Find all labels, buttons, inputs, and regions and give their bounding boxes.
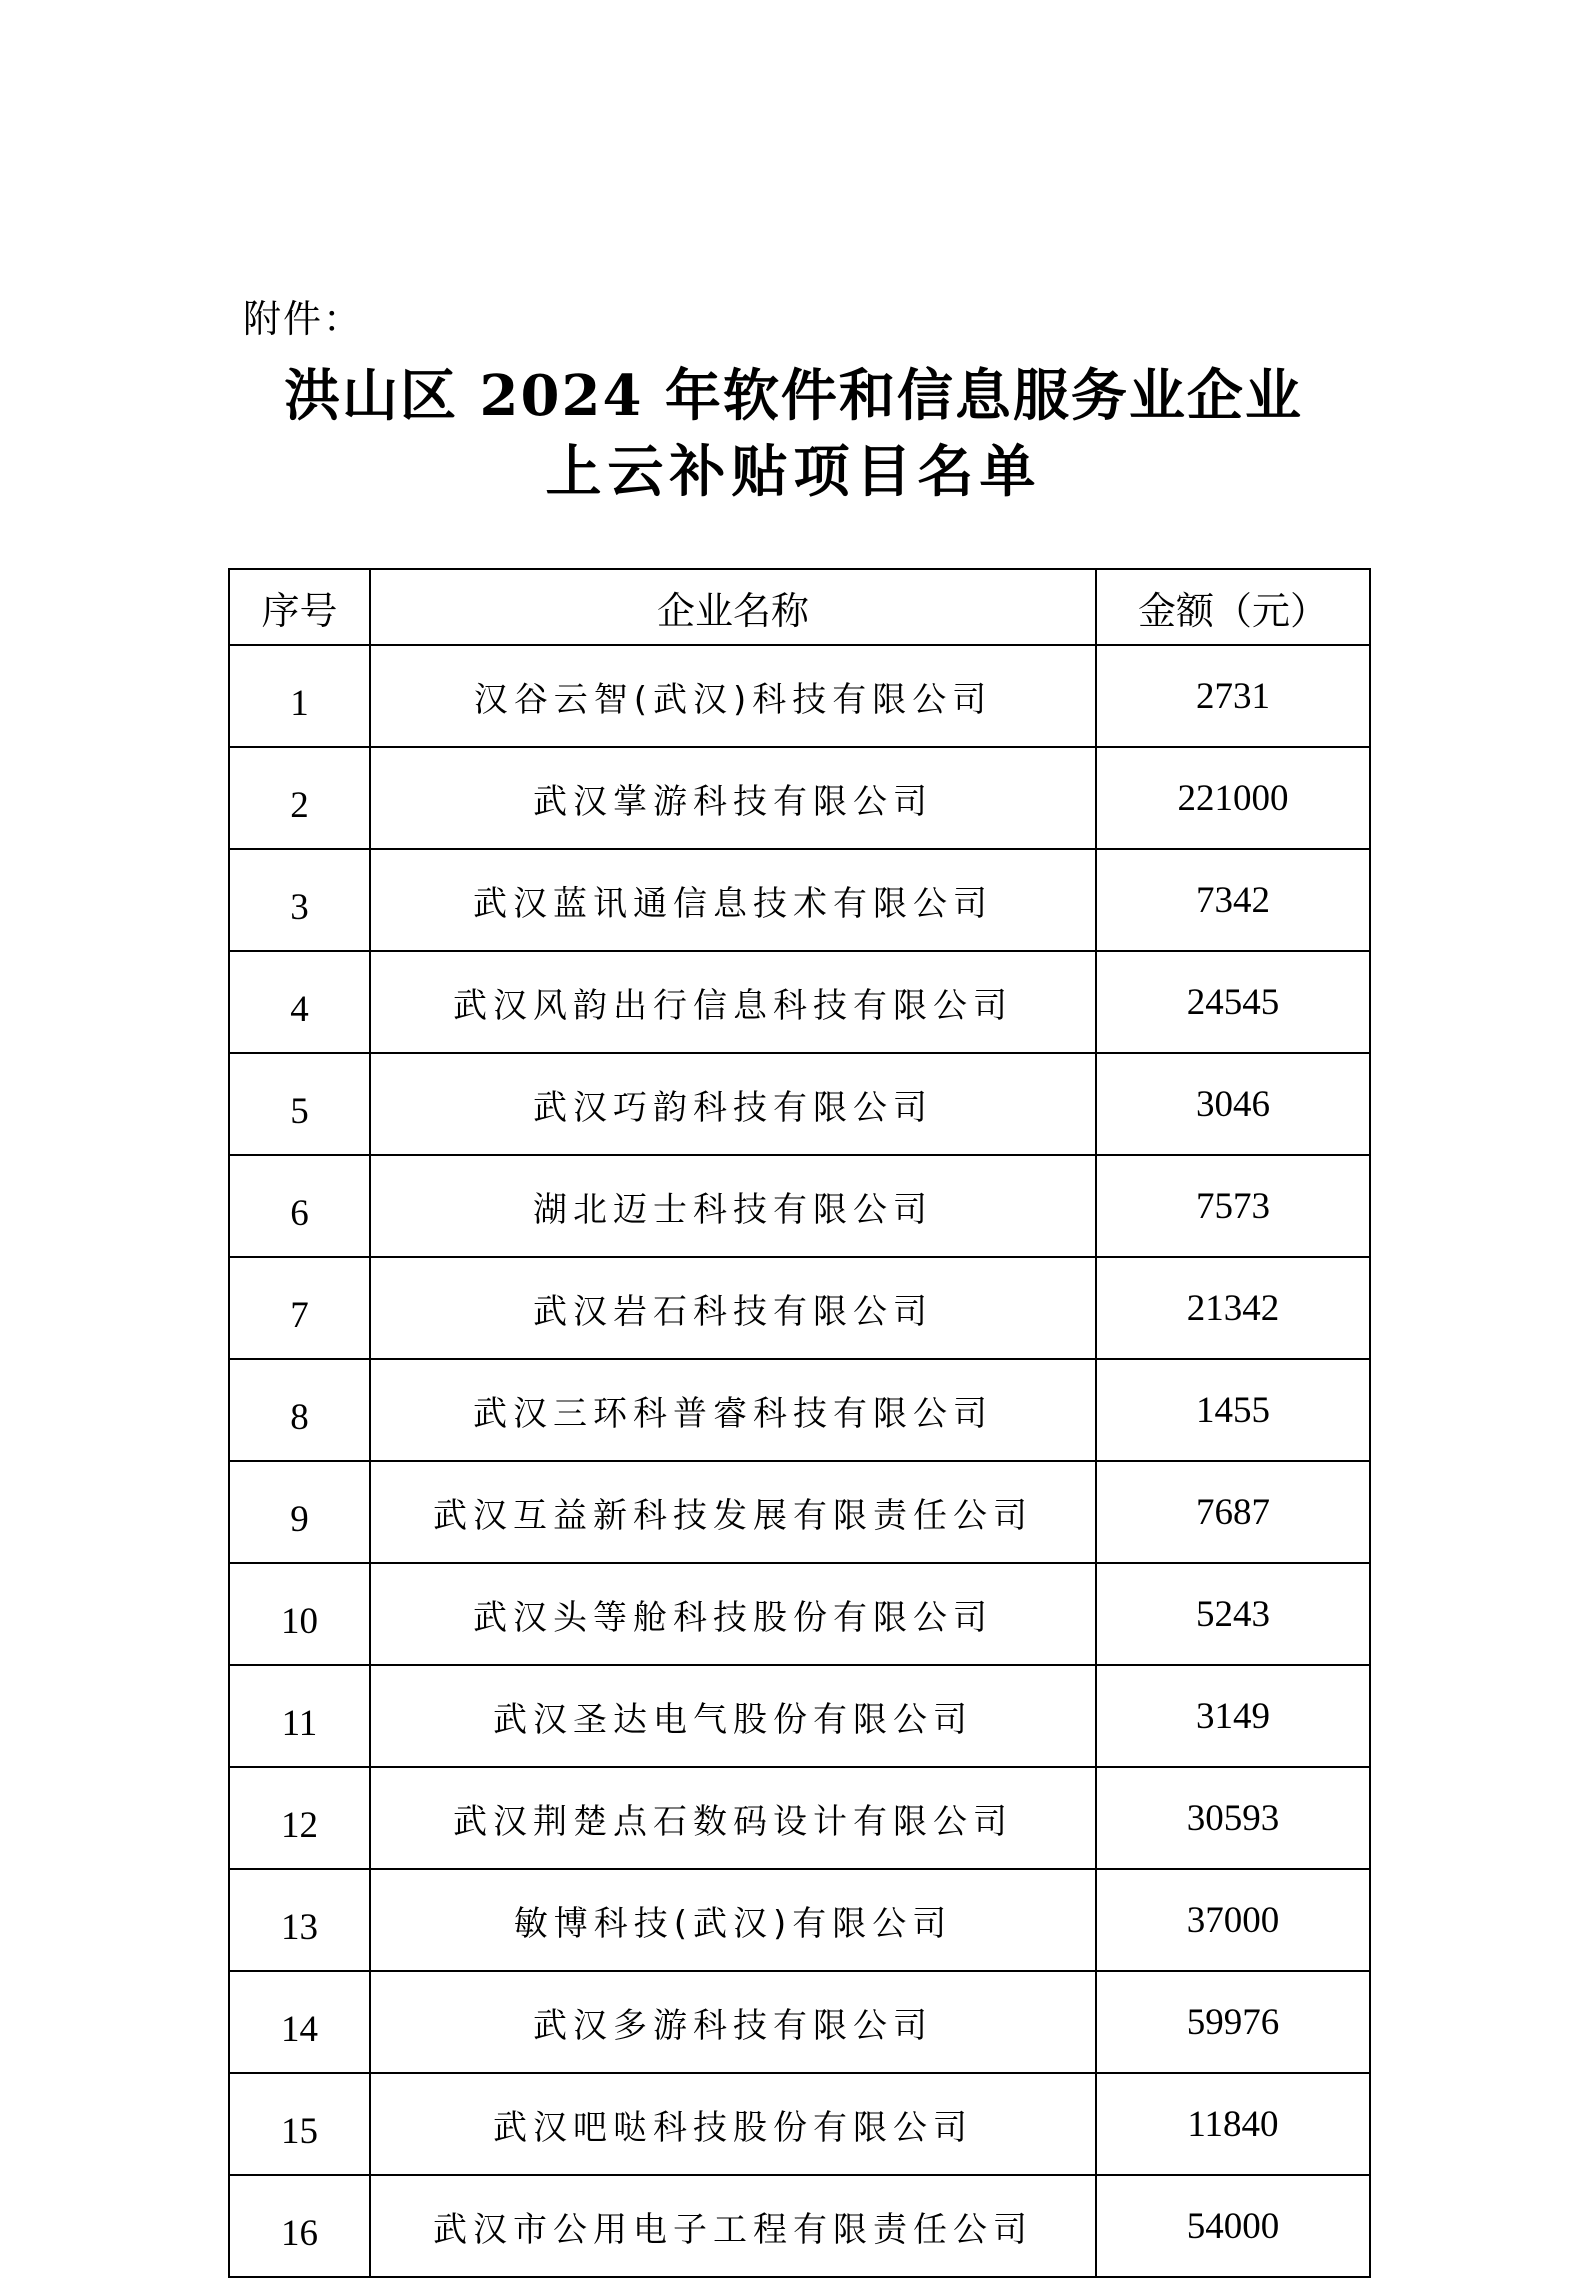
table-row: [229, 2175, 1370, 2277]
subsidy-table: [228, 568, 1371, 2278]
serial-number-cell: 12: [229, 1767, 370, 1869]
company-name-cell: 武汉头等舱科技股份有限公司: [370, 1563, 1096, 1665]
company-name-cell: 武汉吧哒科技股份有限公司: [370, 2073, 1096, 2175]
table-row: [229, 1155, 1370, 1257]
company-name-cell: 武汉岩石科技有限公司: [370, 1257, 1096, 1359]
table-row: [229, 1869, 1370, 1971]
amount-cell: 21342: [1096, 1257, 1370, 1359]
company-name-cell: 武汉巧韵科技有限公司: [370, 1053, 1096, 1155]
serial-number-cell: 3: [229, 849, 370, 951]
serial-number-cell: 7: [229, 1257, 370, 1359]
amount-cell: 11840: [1096, 2073, 1370, 2175]
serial-number-cell: 14: [229, 1971, 370, 2073]
serial-number-cell: 2: [229, 747, 370, 849]
table-row: [229, 747, 1370, 849]
table-row: [229, 1053, 1370, 1155]
serial-number-cell: 4: [229, 951, 370, 1053]
table-row: [229, 1665, 1370, 1767]
serial-number-cell: 6: [229, 1155, 370, 1257]
amount-cell: 37000: [1096, 1869, 1370, 1971]
amount-cell: 7687: [1096, 1461, 1370, 1563]
page-title-line-1: 洪山区 2024 年软件和信息服务业企业: [284, 363, 1303, 429]
serial-number-cell: 8: [229, 1359, 370, 1461]
amount-cell: 30593: [1096, 1767, 1370, 1869]
table-row: [229, 1461, 1370, 1563]
serial-number-cell: 1: [229, 645, 370, 747]
serial-number-cell: 13: [229, 1869, 370, 1971]
amount-cell: 5243: [1096, 1563, 1370, 1665]
serial-number-cell: 5: [229, 1053, 370, 1155]
company-name-cell: 汉谷云智(武汉)科技有限公司: [370, 645, 1096, 747]
amount-cell: 54000: [1096, 2175, 1370, 2277]
amount-cell: 7342: [1096, 849, 1370, 951]
amount-cell: 1455: [1096, 1359, 1370, 1461]
table-header-row: [229, 569, 1370, 645]
amount-cell: 3046: [1096, 1053, 1370, 1155]
serial-number-cell: 16: [229, 2175, 370, 2277]
amount-cell: 221000: [1096, 747, 1370, 849]
table-row: [229, 1971, 1370, 2073]
amount-cell: 59976: [1096, 1971, 1370, 2073]
company-name-cell: 武汉市公用电子工程有限责任公司: [370, 2175, 1096, 2277]
serial-number-cell: 10: [229, 1563, 370, 1665]
company-name-cell: 敏博科技(武汉)有限公司: [370, 1869, 1096, 1971]
company-name-cell: 湖北迈士科技有限公司: [370, 1155, 1096, 1257]
company-name-cell: 武汉多游科技有限公司: [370, 1971, 1096, 2073]
amount-cell: 3149: [1096, 1665, 1370, 1767]
page-title-line-2: 上云补贴项目名单: [545, 439, 1042, 505]
company-name-cell: 武汉风韵出行信息科技有限公司: [370, 951, 1096, 1053]
table-row: [229, 645, 1370, 747]
table-row: [229, 1563, 1370, 1665]
amount-cell: 7573: [1096, 1155, 1370, 1257]
table-row: [229, 951, 1370, 1053]
header-company-name: 企业名称: [370, 569, 1096, 645]
company-name-cell: 武汉互益新科技发展有限责任公司: [370, 1461, 1096, 1563]
header-serial-number: 序号: [229, 569, 370, 645]
table-row: [229, 849, 1370, 951]
company-name-cell: 武汉蓝讯通信息技术有限公司: [370, 849, 1096, 951]
company-name-cell: 武汉三环科普睿科技有限公司: [370, 1359, 1096, 1461]
table-row: [229, 2073, 1370, 2175]
amount-cell: 24545: [1096, 951, 1370, 1053]
header-amount: 金额（元）: [1096, 569, 1370, 645]
serial-number-cell: 15: [229, 2073, 370, 2175]
company-name-cell: 武汉圣达电气股份有限公司: [370, 1665, 1096, 1767]
serial-number-cell: 9: [229, 1461, 370, 1563]
company-name-cell: 武汉荆楚点石数码设计有限公司: [370, 1767, 1096, 1869]
serial-number-cell: 11: [229, 1665, 370, 1767]
table-row: [229, 1767, 1370, 1869]
attachment-label: 附件：: [243, 297, 364, 341]
company-name-cell: 武汉掌游科技有限公司: [370, 747, 1096, 849]
amount-cell: 2731: [1096, 645, 1370, 747]
table-row: [229, 1359, 1370, 1461]
table-row: [229, 1257, 1370, 1359]
